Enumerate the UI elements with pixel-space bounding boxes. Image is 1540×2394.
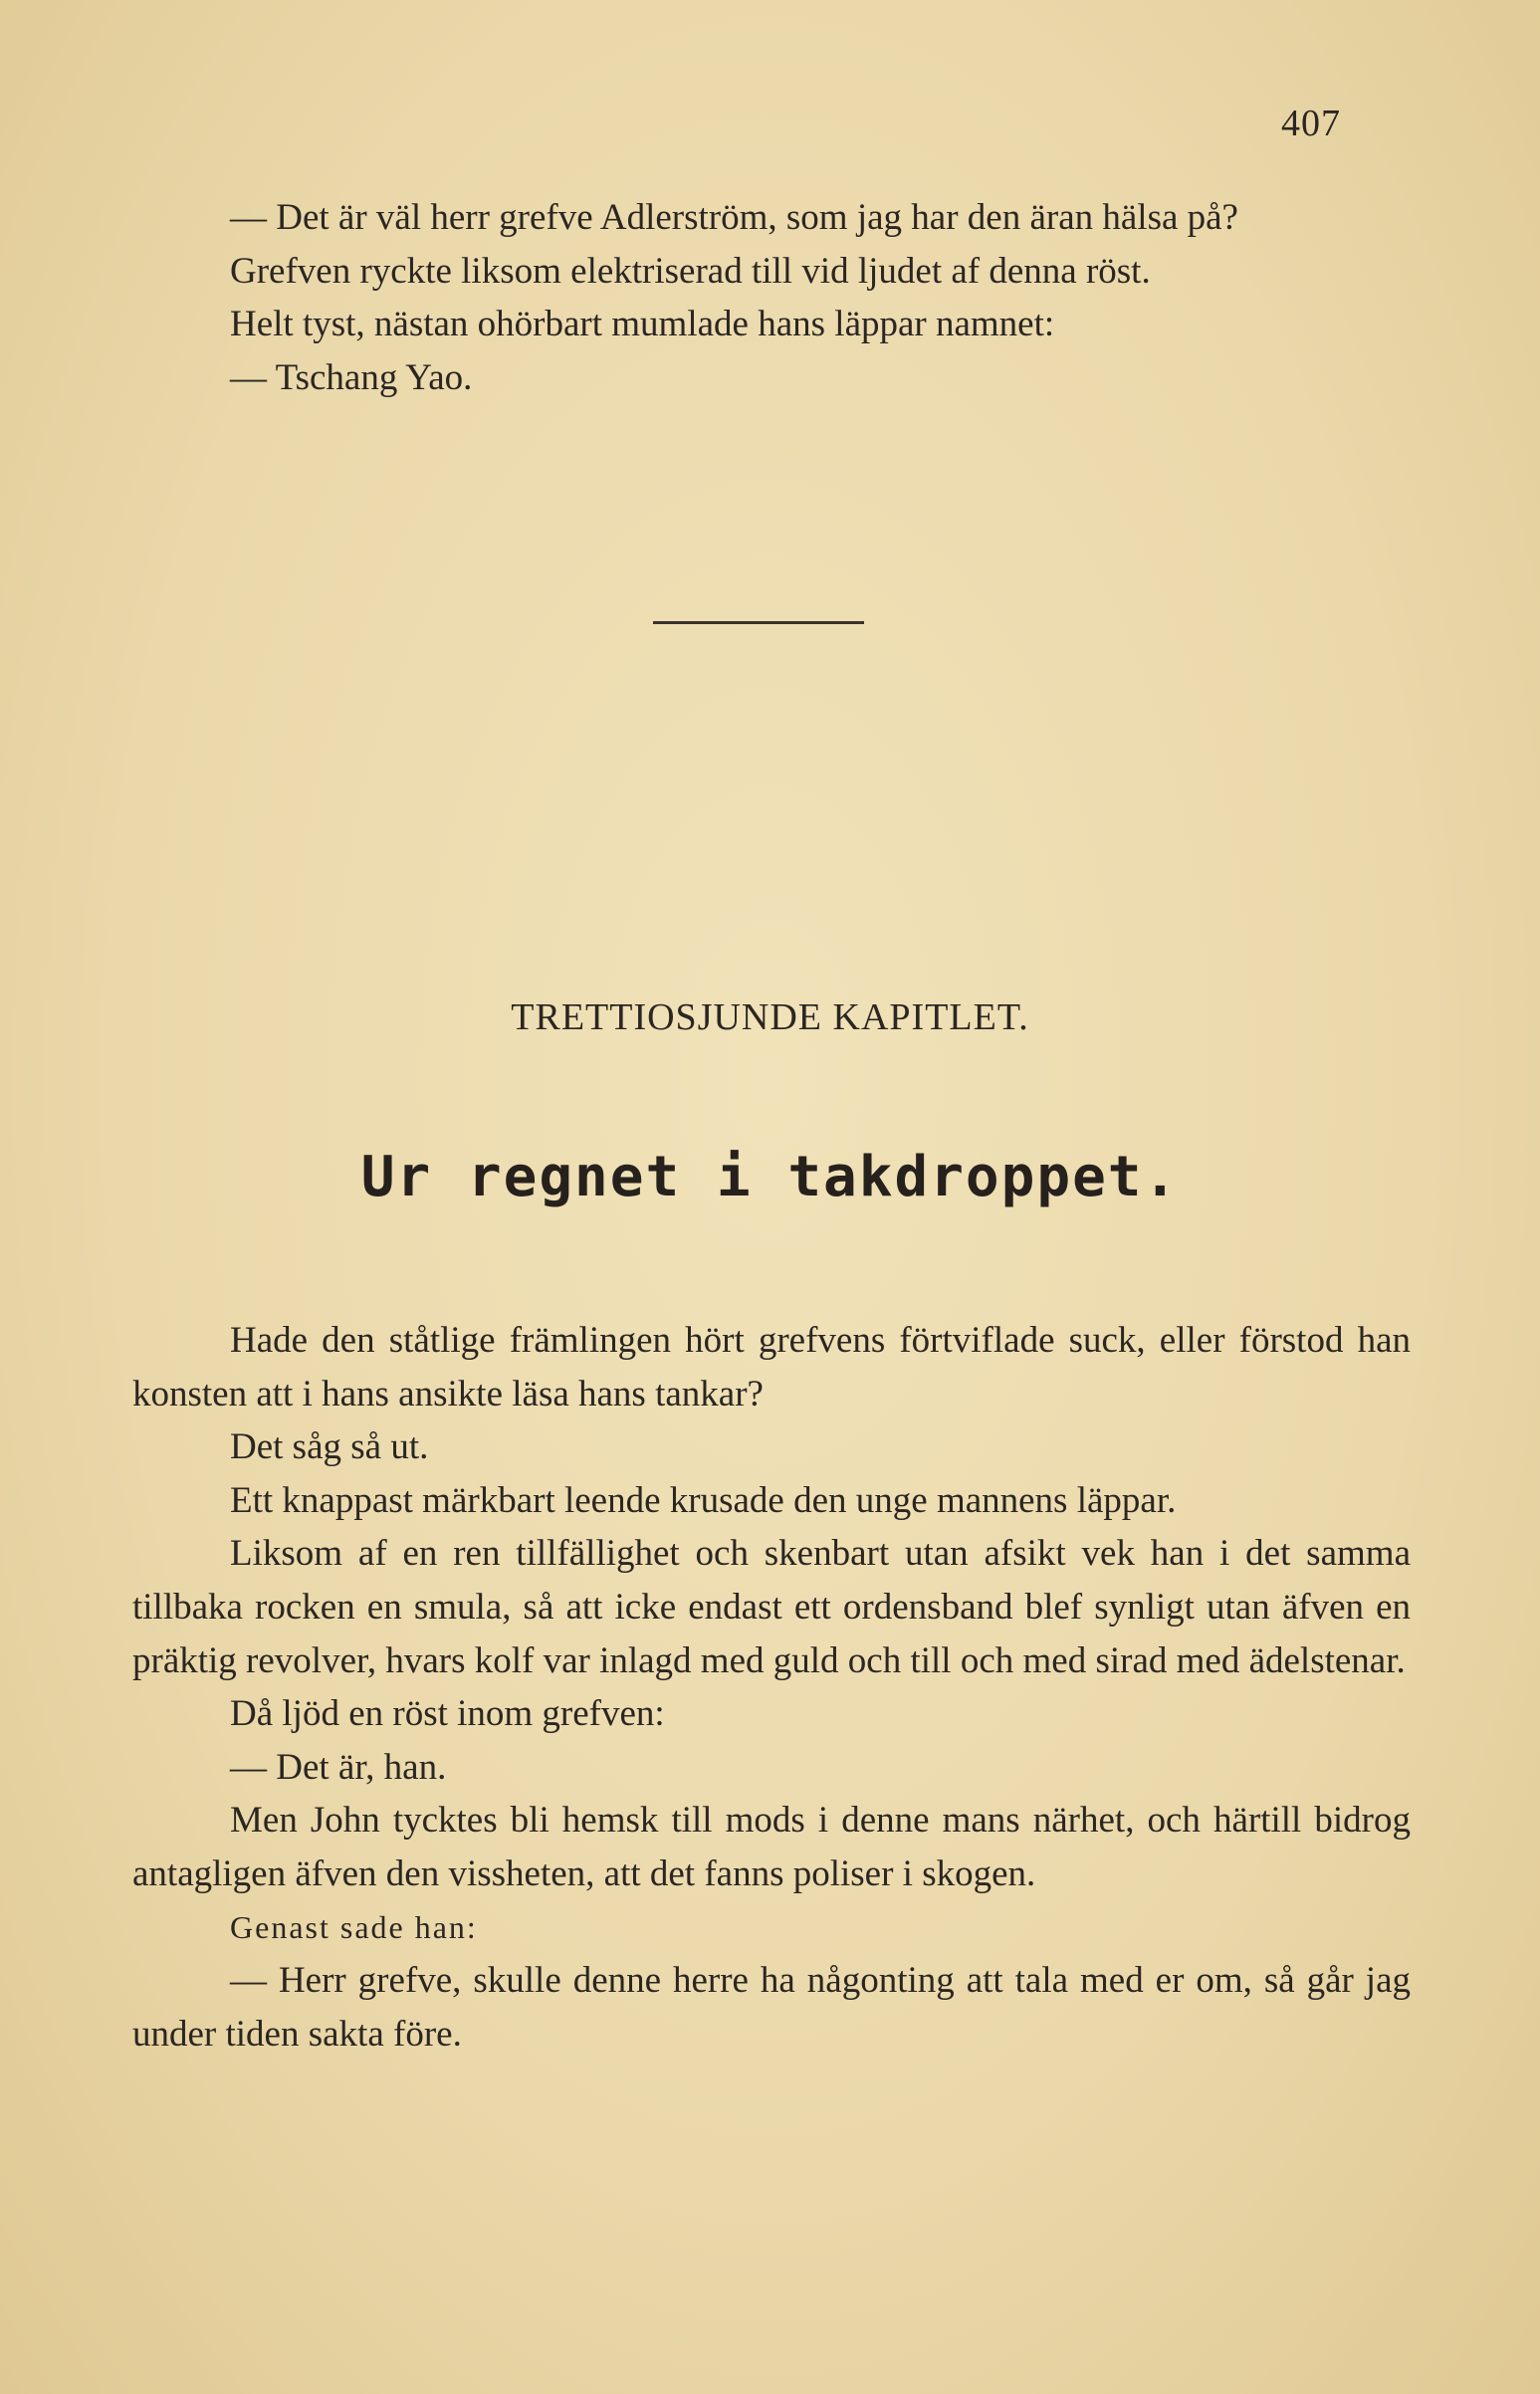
paragraph: Det såg så ut. xyxy=(230,1426,429,1468)
paragraph: Då ljöd en röst inom grefven: xyxy=(230,1693,665,1735)
paragraph: Hade den ståtlige främlingen hört grefvens förtviflade suck, eller förstod han konsten att i hans ansikte läsa hans tankar? xyxy=(132,1320,1411,1415)
paragraph: — Det är, han. xyxy=(230,1746,447,1788)
page-number: 407 xyxy=(1281,103,1341,144)
paragraph: Ett knappast märkbart leende krusade den unge mannens läppar. xyxy=(230,1479,1177,1521)
paragraph: — Det är väl herr grefve Adlerström, som jag har den äran hälsa på? xyxy=(230,197,1238,238)
chapter-title: Ur regnet i takdroppet. xyxy=(360,1145,1180,1209)
top-text-block xyxy=(132,191,1411,404)
section-divider xyxy=(653,621,864,624)
paragraph: Genast sade han: xyxy=(230,1908,478,1945)
paragraph: — Tschang Yao. xyxy=(230,356,473,398)
chapter-text-block xyxy=(132,1314,1411,2061)
chapter-label: TRETTIOSJUNDE KAPITLET. xyxy=(511,996,1029,1038)
paragraph: Grefven ryckte liksom elektriserad till vid ljudet af denna röst. xyxy=(230,250,1151,292)
paragraph: — Herr grefve, skulle denne herre ha någonting att tala med er om, så går jag under tiden sakta före. xyxy=(132,1960,1411,2055)
paragraph: Helt tyst, nästan ohörbart mumlade hans läppar namnet: xyxy=(230,304,1055,345)
paragraph: Men John tycktes bli hemsk till mods i denne mans närhet, och härtill bidrog antagligen äfven den vissheten, att det fanns poliser i skogen. xyxy=(132,1800,1411,1894)
paragraph: Liksom af en ren tillfällighet och skenbart utan afsikt vek han i det samma tillbaka rocken en smula, så att icke endast ett ordensband blef synligt utan äfven en präktig revolver, hvars kolf var inlagd med guld och till och med sirad med ädelstenar. xyxy=(132,1533,1411,1681)
